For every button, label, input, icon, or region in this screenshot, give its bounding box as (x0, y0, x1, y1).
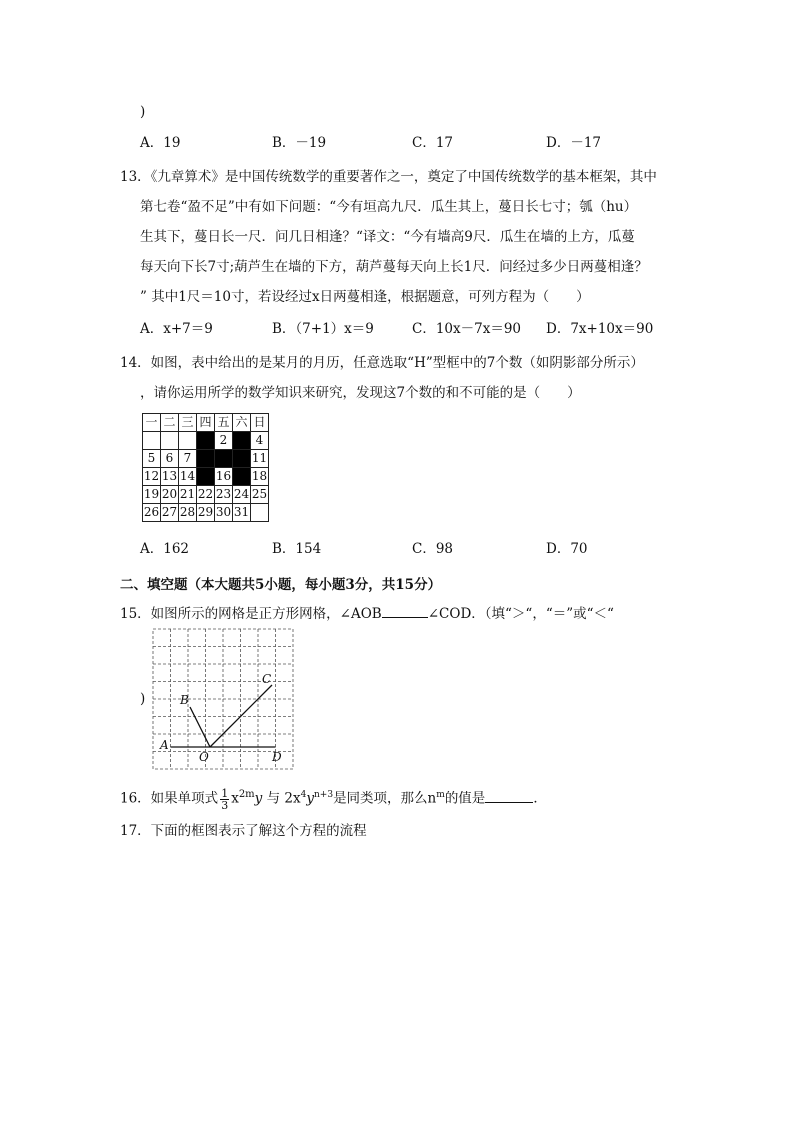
calendar-row (143, 468, 269, 486)
calendar-cell-shaded (233, 432, 251, 450)
q14-option-b: B．154 (272, 541, 322, 557)
calendar-cell: 27 (161, 504, 179, 522)
calendar-cell: 7 (179, 450, 197, 468)
q15-text-before: 15．如图所示的网格是正方形网格，∠AOB (120, 606, 382, 622)
q16-frac-num: 1 (221, 786, 229, 800)
q16-suffix-after: 的值是 (444, 790, 486, 807)
label-a: A (160, 738, 169, 752)
q16-answer-blank[interactable] (485, 788, 533, 803)
q16-text (120, 786, 547, 811)
q16-term1-base: x (231, 790, 239, 807)
q13-option-a: A．x+7＝9 (140, 321, 213, 337)
q13-option-c: C．10x－7x＝90 (412, 321, 522, 337)
calendar-header-cell: 日 (251, 414, 269, 432)
q13-option-d: D．7x+10x＝90 (546, 321, 654, 337)
calendar-cell: 11 (251, 450, 269, 468)
q16-prefix: 16．如果单项式 (120, 790, 219, 807)
calendar-cell: 20 (161, 486, 179, 504)
q16-term2-y: y (306, 790, 314, 807)
calendar-cell-shaded (233, 468, 251, 486)
q16-suffix-before: 是同类项，那么n (333, 790, 437, 807)
calendar-cell: 24 (233, 486, 251, 504)
calendar-cell-shaded (233, 450, 251, 468)
ray-ob (190, 707, 210, 747)
calendar-cell (251, 504, 269, 522)
calendar-cell: 28 (179, 504, 197, 522)
grid-lines (153, 629, 293, 769)
q12-option-d: D．－17 (546, 135, 602, 151)
calendar-header-cell: 二 (161, 414, 179, 432)
calendar-header-cell: 四 (197, 414, 215, 432)
q14-line-1: 14．如图，表中给出的是某月的月历，任意选取“H”型框中的7个数（如阴影部分所示） (120, 355, 644, 371)
calendar-cell: 2 (215, 432, 233, 450)
q13-line-5: ” 其中1尺＝10寸，若设经过x日两蔓相逢，根据题意，可列方程为（ ） (140, 289, 590, 305)
calendar-cell: 5 (143, 450, 161, 468)
label-c: C (262, 672, 272, 686)
q16-end: ． (533, 790, 547, 807)
calendar-cell: 25 (251, 486, 269, 504)
q13-line-3: 生其下，蔓日长一尺．问几日相逢？“译文：“今有墙高9尺．瓜生在墙的上方，瓜蔓 (140, 229, 635, 245)
q12-option-a: A．19 (140, 135, 181, 151)
calendar-header-cell: 三 (179, 414, 197, 432)
calendar-cell: 16 (215, 468, 233, 486)
q16-fraction (220, 788, 229, 811)
calendar-cell: 19 (143, 486, 161, 504)
q16-suffix-exp: m (436, 790, 445, 800)
label-o: O (199, 750, 209, 764)
q13-line-1: 13．《九章算术》是中国传统数学的重要著作之一，奠定了中国传统数学的基本框架，其中 (120, 169, 657, 185)
calendar-header-row (143, 414, 269, 432)
q13-line-4: 每天向下长7寸;葫芦生在墙的下方，葫芦蔓每天向上长1尺．问经过多少日两蔓相逢？ (140, 259, 648, 275)
calendar-header-cell: 一 (143, 414, 161, 432)
q13-option-b: B．（7+1）x＝9 (272, 321, 374, 337)
q16-frac-den: 3 (221, 798, 229, 812)
calendar-cell: 31 (233, 504, 251, 522)
q16-term2-exp2: n+3 (313, 790, 334, 800)
q14-option-d: D．70 (546, 541, 588, 557)
q16-term1-exp: 2m (238, 789, 255, 800)
square-grid-figure (152, 628, 294, 770)
calendar-cell (143, 432, 161, 450)
calendar-cell: 18 (251, 468, 269, 486)
calendar-cell (161, 432, 179, 450)
calendar-cell: 12 (143, 468, 161, 486)
calendar-row (143, 450, 269, 468)
calendar-cell: 13 (161, 468, 179, 486)
section-2-heading: 二、填空题（本大题共5小题，每小题3分，共15分） (120, 577, 442, 593)
calendar-header-cell: 六 (233, 414, 251, 432)
calendar-cell-shaded (197, 468, 215, 486)
q15-text (120, 603, 614, 623)
ray-oc (210, 685, 272, 747)
q17-text: 17．下面的框图表示了解这个方程的流程 (120, 823, 367, 839)
q12-tail: ) (140, 104, 146, 120)
q15-text-after: ∠COD．（填“＞“，“＝”或“＜“ (427, 606, 614, 622)
label-d: D (272, 750, 282, 764)
calendar-row (143, 486, 269, 504)
calendar-row (143, 432, 269, 450)
q16-term1-y: y (254, 790, 263, 807)
q12-option-c: C．17 (412, 135, 454, 151)
q14-option-c: C．98 (412, 541, 454, 557)
calendar-cell: 22 (197, 486, 215, 504)
calendar-table (142, 413, 269, 522)
calendar-cell-shaded (215, 450, 233, 468)
q14-option-a: A．162 (140, 541, 190, 557)
q16-term2-exp1: 4 (300, 790, 307, 800)
calendar-cell-shaded (197, 450, 215, 468)
calendar-cell: 29 (197, 504, 215, 522)
q15-tail: ) (140, 691, 146, 707)
calendar-cell: 23 (215, 486, 233, 504)
calendar-cell: 30 (215, 504, 233, 522)
q16-term2: 2x (284, 790, 301, 807)
calendar-cell: 4 (251, 432, 269, 450)
q13-line-2: 第七卷“盈不足”中有如下问题：“今有垣高九尺．瓜生其上，蔓日长七寸；瓠（hu） (140, 199, 638, 215)
q12-option-b: B．－19 (272, 135, 327, 151)
calendar-cell (179, 432, 197, 450)
q15-answer-blank[interactable] (382, 603, 428, 618)
q14-line-2: ，请你运用所学的数学知识来研究，发现这7个数的和不可能的是（ ） (140, 385, 581, 401)
calendar-cell: 26 (143, 504, 161, 522)
calendar-header-cell: 五 (215, 414, 233, 432)
label-b: B (180, 693, 189, 707)
q16-mid: 与 (266, 790, 281, 807)
calendar-row (143, 504, 269, 522)
calendar-cell: 21 (179, 486, 197, 504)
calendar-cell: 6 (161, 450, 179, 468)
calendar-cell: 14 (179, 468, 197, 486)
calendar-cell-shaded (197, 432, 215, 450)
